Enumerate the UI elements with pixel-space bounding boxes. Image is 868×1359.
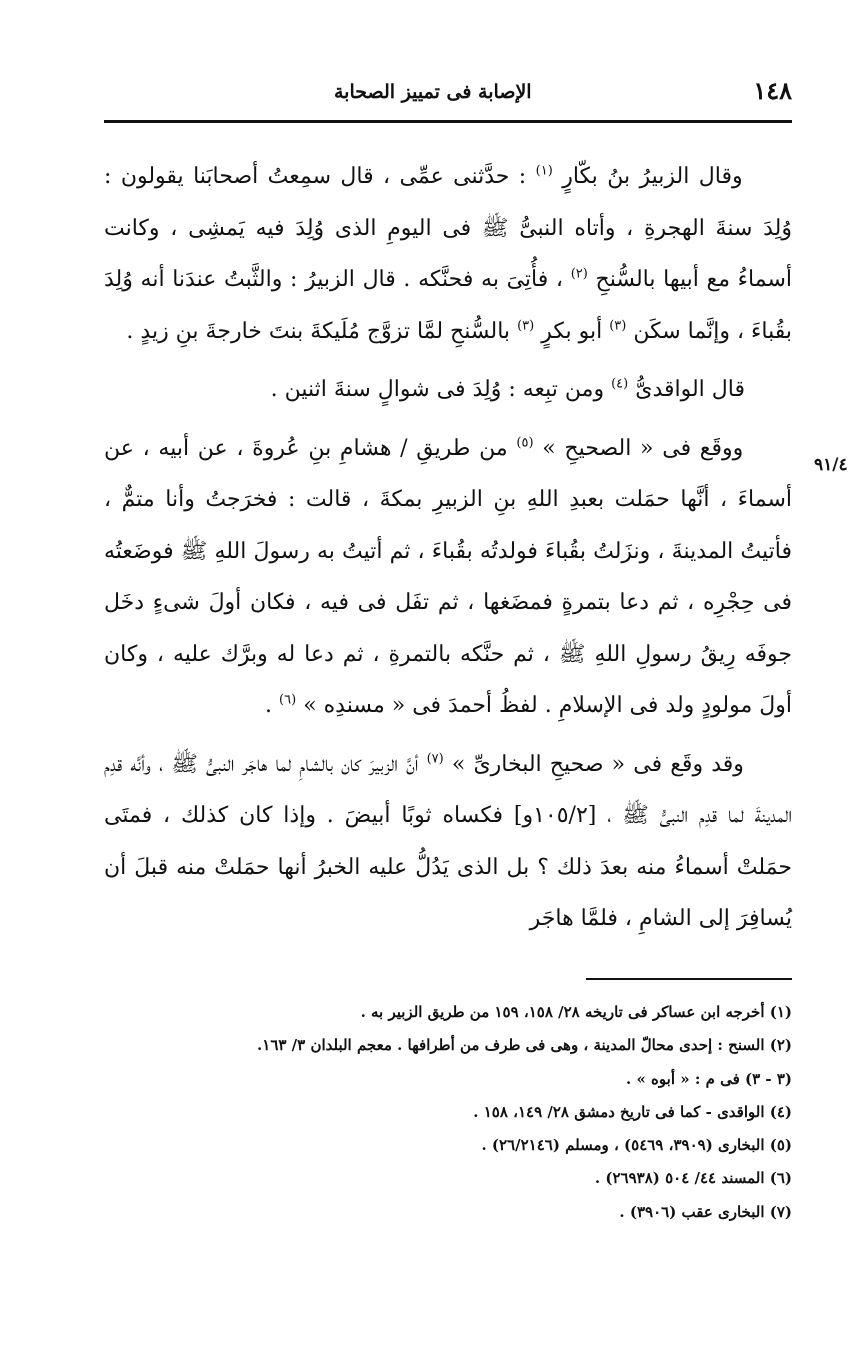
- paragraph-text: قال الواقدىُّ: [635, 377, 745, 402]
- main-text: [104, 151, 792, 952]
- paragraph-text: .: [265, 693, 273, 718]
- paragraph-text: أبو بكرٍ: [541, 318, 603, 344]
- margin-reference: ٩١/٤: [814, 455, 848, 475]
- paragraph-text: وقال الزبيرُ بنُ بكّارٍ: [562, 164, 743, 189]
- page-number: ١٤٨: [753, 76, 792, 105]
- footnote-marker: (٤): [611, 376, 629, 392]
- running-header: [104, 76, 792, 112]
- footnote: (٤) الواقدى - كما فى تاريخ دمشق ٢٨/ ١٤٩، ١٥٨ .: [473, 1102, 792, 1121]
- footnote: (٥) البخارى (٣٩٠٩، ٥٤٦٩) ، ومسلم (٢٦/٢١٤٦) .: [481, 1136, 792, 1155]
- header-rule: [104, 120, 792, 123]
- paragraph-text: ووقَع فى « الصحيحِ »: [542, 435, 744, 461]
- footnote-marker: (٧): [426, 751, 444, 767]
- footnote: (١) أخرجه ابن عساكر فى تاريخه ٢٨/ ١٥٨، ١٥٩ من طريق الزبير به .: [360, 1003, 792, 1021]
- footnote: (٦) المسند ٤٤/ ٥٠٤ (٢٦٩٣٨) .: [594, 1169, 792, 1188]
- footnote-marker: (١): [535, 163, 553, 179]
- footnote: (٢) السنح : إحدى محالّ المدينة ، وهى فى طرف من أطرافها . معجم البلدان ٣/ ١٦٣.: [257, 1036, 792, 1055]
- paragraph-text: بالسُّنحِ لمَّا تزوَّج مُلَيكةَ بنتَ خارجةَ بنِ زيدٍ .: [126, 318, 511, 344]
- footnote-marker: (٥): [516, 435, 534, 451]
- footnote-marker: (٣): [517, 318, 535, 334]
- paragraph: [104, 151, 792, 357]
- footnote-marker: (٢): [570, 266, 588, 282]
- paragraph-text: أنَّ الزبيرَ كان بالشامِ لما هاجَر النبىُّ ﷺ ، وأنَّه قدِم المدينةَ لما قدِم النبىُّ ﷺ ، [١٠٥/٢و] فكساه ثوبًا أبيضَ . وإذا كان كذلك ، فمتَى حمَلتْ أسماءُ منه بعدَ ذلك ؟ بل الذى يَدُلُّ عليه الخبرُ أنها حمَلتْ منه قبلَ أن يُسافِرَ إلى الشامِ ، فلمَّا هاجَر: [104, 751, 793, 931]
- footnote: (٣ - ٣) فى م : « أبوه » .: [626, 1069, 792, 1088]
- paragraph-text: من طريقِ / هشامِ بنِ عُروةَ ، عن أبيه ، عن أسماءَ ، أنَّها حمَلت بعبدِ اللهِ بنِ الزبيرِ بمكةَ ، قالت : فخرَجتُ وأنا متمٌّ ، فأتيتُ المدينةَ ، ونزَلتُ بقُباءَ فولدتُه بقُباءَ ، ثم أتيتُ به رسولَ اللهِ ﷺ فوضَعتُه فى حِجْرِه ، ثم دعا بتمرةٍ فمضَغها ، ثم تفَل فى فيه ، فكان أولَ شىءٍ دخَل جوفَه رِيقُ رسولِ اللهِ ﷺ ، ثم حنَّكه بالتمرةِ ، ثم دعا له وبرَّك عليه ، وكان أولَ مولودٍ ولد فى الإسلامِ . لفظُ أحمدَ فى « مسندِه »: [104, 435, 792, 718]
- paragraph: [104, 739, 792, 945]
- paragraph: [104, 364, 792, 416]
- footnote-marker: (٣): [609, 318, 627, 334]
- running-title: الإصابة فى تمييز الصحابة: [334, 81, 532, 103]
- paragraph-text: وقد وقَع فى « صحيحِ البخارىِّ »: [451, 751, 744, 777]
- footnotes: [104, 996, 792, 1229]
- paragraph-text: ، فأُتِىَ به فحنَّكه . قال الزبيرُ : والثَّبتُ عندَنا أنه وُلِدَ بقُباءَ ، وإنَّما سكَن: [104, 267, 792, 344]
- footnote-rule: [586, 978, 792, 980]
- paragraph-text: ومن تبِعه : وُلِدَ فى شوالٍ سنةَ اثنين .: [270, 377, 605, 402]
- footnote-marker: (٦): [279, 692, 297, 708]
- footnote: (٧) البخارى عقب (٣٩٠٦) .: [619, 1202, 792, 1221]
- paragraph: [104, 423, 792, 732]
- paragraph-text: : حدَّثنى عمِّى ، قال سمِعتُ أصحابَنا يقولون : وُلِدَ سنةَ الهجرةِ ، وأتاه النبىُّ ﷺ فى اليومِ الذى وُلِدَ فيه يَمشِى ، وكانت أسماءُ مع أبيها بالسُّنحِ: [104, 164, 792, 292]
